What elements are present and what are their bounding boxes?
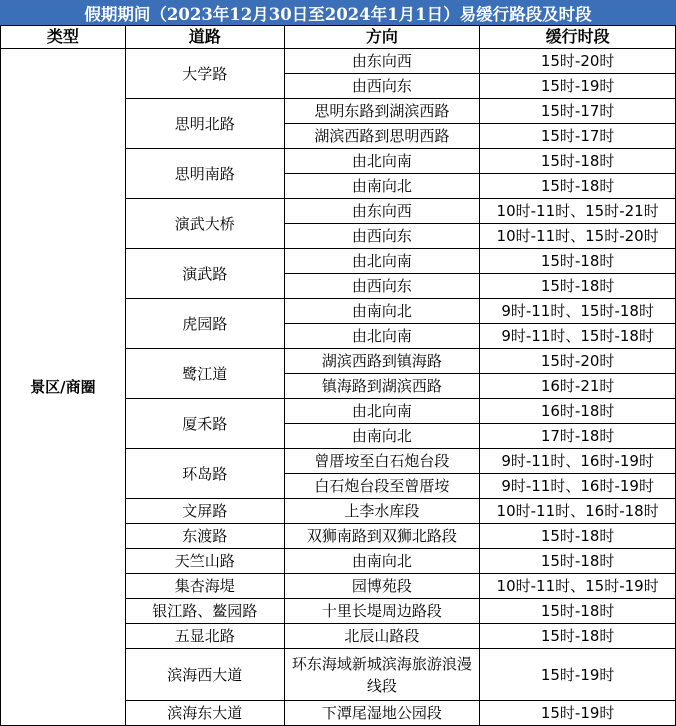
road-name-cell: 银江路、鳌园路	[125, 599, 284, 624]
table-row	[1, 49, 676, 74]
time-cell: 16时-21时	[480, 374, 676, 399]
direction-cell: 由西向东	[284, 274, 480, 299]
header-direction: 方向	[284, 26, 480, 49]
road-name-cell: 演武大桥	[125, 199, 284, 249]
direction-cell: 双狮南路到双狮北路段	[284, 524, 480, 549]
road-name-cell: 演武路	[125, 249, 284, 299]
road-name-cell: 天竺山路	[125, 549, 284, 574]
time-cell: 15时-18时	[480, 624, 676, 649]
time-cell: 9时-11时、15时-18时	[480, 324, 676, 349]
time-cell: 9时-11时、16时-19时	[480, 474, 676, 499]
road-name-cell: 鹭江道	[125, 349, 284, 399]
direction-cell: 湖滨西路到镇海路	[284, 349, 480, 374]
time-cell: 9时-11时、16时-19时	[480, 449, 676, 474]
time-cell: 10时-11时、16时-18时	[480, 499, 676, 524]
header-road: 道路	[125, 26, 284, 49]
direction-cell: 由东向西	[284, 49, 480, 74]
time-cell: 15时-18时	[480, 599, 676, 624]
road-name-cell: 厦禾路	[125, 399, 284, 449]
direction-cell: 由北向南	[284, 149, 480, 174]
time-cell: 15时-18时	[480, 524, 676, 549]
congestion-table	[0, 25, 676, 726]
category-cell: 景区/商圈	[1, 49, 126, 726]
road-name-cell: 集杏海堤	[125, 574, 284, 599]
time-cell: 15时-18时	[480, 274, 676, 299]
road-name-cell: 思明南路	[125, 149, 284, 199]
road-name-cell: 文屏路	[125, 499, 284, 524]
time-cell: 15时-20时	[480, 349, 676, 374]
direction-cell: 白石炮台段至曾厝垵	[284, 474, 480, 499]
header-type: 类型	[1, 26, 126, 49]
direction-cell: 由北向南	[284, 249, 480, 274]
table-title: 假期期间（2023年12月30日至2024年1月1日）易缓行路段及时段	[0, 0, 676, 25]
time-cell: 15时-18时	[480, 149, 676, 174]
direction-cell: 思明东路到湖滨西路	[284, 99, 480, 124]
direction-cell: 由南向北	[284, 549, 480, 574]
direction-cell: 由西向东	[284, 74, 480, 99]
time-cell: 9时-11时、15时-18时	[480, 299, 676, 324]
direction-cell: 镇海路到湖滨西路	[284, 374, 480, 399]
road-name-cell: 滨海东大道	[125, 701, 284, 726]
header-row	[1, 26, 676, 49]
direction-cell: 由南向北	[284, 299, 480, 324]
direction-cell: 由北向南	[284, 324, 480, 349]
time-cell: 15时-17时	[480, 99, 676, 124]
time-cell: 15时-18时	[480, 549, 676, 574]
direction-cell: 由西向东	[284, 224, 480, 249]
time-cell: 15时-19时	[480, 74, 676, 99]
header-time: 缓行时段	[480, 26, 676, 49]
direction-cell: 园博苑段	[284, 574, 480, 599]
road-name-cell: 思明北路	[125, 99, 284, 149]
direction-cell: 上李水库段	[284, 499, 480, 524]
time-cell: 15时-20时	[480, 49, 676, 74]
time-cell: 15时-19时	[480, 649, 676, 701]
time-cell: 10时-11时、15时-21时	[480, 199, 676, 224]
direction-cell: 由东向西	[284, 199, 480, 224]
road-name-cell: 虎园路	[125, 299, 284, 349]
road-name-cell: 环岛路	[125, 449, 284, 499]
direction-cell: 十里长堤周边路段	[284, 599, 480, 624]
direction-cell: 下潭尾湿地公园段	[284, 701, 480, 726]
direction-cell: 环东海域新城滨海旅游浪漫线段	[284, 649, 480, 701]
time-cell: 10时-11时、15时-20时	[480, 224, 676, 249]
road-name-cell: 五显北路	[125, 624, 284, 649]
direction-cell: 由北向南	[284, 399, 480, 424]
time-cell: 15时-17时	[480, 124, 676, 149]
time-cell: 15时-18时	[480, 249, 676, 274]
road-name-cell: 滨海西大道	[125, 649, 284, 701]
direction-cell: 北辰山路段	[284, 624, 480, 649]
direction-cell: 由南向北	[284, 424, 480, 449]
time-cell: 15时-19时	[480, 701, 676, 726]
time-cell: 17时-18时	[480, 424, 676, 449]
road-name-cell: 大学路	[125, 49, 284, 99]
direction-cell: 由南向北	[284, 174, 480, 199]
direction-cell: 湖滨西路到思明西路	[284, 124, 480, 149]
road-name-cell: 东渡路	[125, 524, 284, 549]
time-cell: 16时-18时	[480, 399, 676, 424]
direction-cell: 曾厝垵至白石炮台段	[284, 449, 480, 474]
time-cell: 15时-18时	[480, 174, 676, 199]
table-body	[1, 49, 676, 726]
time-cell: 10时-11时、15时-19时	[480, 574, 676, 599]
